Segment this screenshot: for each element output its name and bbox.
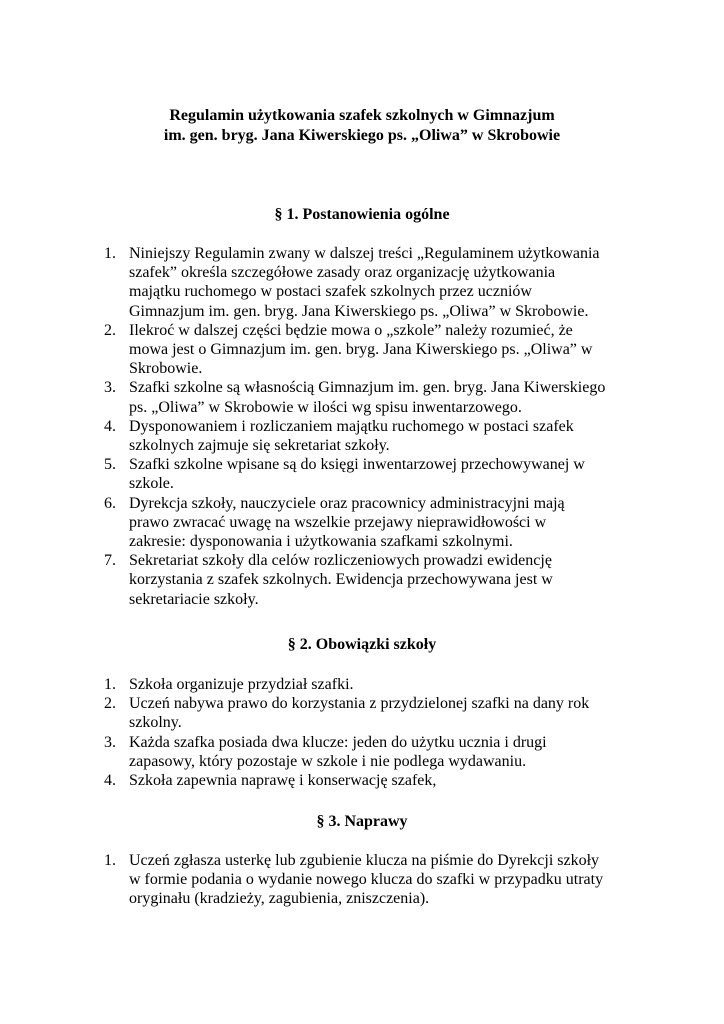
item-text-line: szkolny. bbox=[129, 714, 182, 732]
item-number: 3. bbox=[104, 733, 116, 751]
item-text-line: Szkoła zapewnia naprawę i konserwację szafek, bbox=[129, 772, 437, 790]
list-item bbox=[104, 378, 664, 416]
item-number: 1. bbox=[104, 245, 116, 262]
list-item bbox=[104, 244, 664, 321]
item-text-line: Niniejszy Regulamin zwany w dalszej treści „Regulaminem użytkowania bbox=[129, 245, 600, 262]
list-item bbox=[104, 694, 664, 732]
item-text-line: zapasowy, który pozostaje w szkole i nie podlega wydawaniu. bbox=[129, 752, 527, 770]
item-number: 7. bbox=[104, 552, 116, 570]
item-text-line: Szafki szkolne są własnością Gimnazjum im. gen. bryg. Jana Kiwerskiego bbox=[129, 379, 606, 397]
section-1-list bbox=[104, 244, 664, 609]
list-item bbox=[104, 321, 664, 379]
list-item bbox=[104, 733, 664, 771]
section-heading-1: § 1. Postanowienia ogólne bbox=[274, 206, 450, 223]
item-text-line: Każda szafka posiada dwa klucze: jeden do użytku ucznia i drugi bbox=[129, 733, 547, 751]
item-number: 3. bbox=[104, 379, 116, 397]
item-text-line: Sekretariat szkoły dla celów rozliczeniowych prowadzi ewidencję bbox=[129, 552, 552, 570]
item-text-line: szkolnych zajmuje się sekretariat szkoły. bbox=[129, 437, 390, 455]
item-text-line: Szafki szkolne wpisane są do księgi inwentarzowej przechowywanej w bbox=[129, 456, 585, 474]
item-text-line: Uczeń nabywa prawo do korzystania z przydzielonej szafki na dany rok bbox=[129, 695, 590, 713]
item-number: 1. bbox=[104, 676, 116, 693]
item-text-line: Uczeń zgłasza usterkę lub zgubienie klucza na piśmie do Dyrekcji szkoły bbox=[129, 852, 600, 869]
item-number: 4. bbox=[104, 417, 116, 435]
list-item bbox=[104, 455, 664, 493]
item-number: 2. bbox=[104, 695, 116, 713]
section-heading-2: § 2. Obowiązki szkoły bbox=[287, 636, 437, 653]
item-text-line: oryginału (kradzieży, zagubienia, zniszczenia). bbox=[129, 890, 430, 908]
item-text-line: majątku ruchomego w postaci szafek szkolnych przez uczniów bbox=[129, 283, 532, 301]
item-text-line: korzystania z szafek szkolnych. Ewidencja przechowywana jest w bbox=[129, 571, 553, 589]
title-line-1: Regulamin użytkowania szafek szkolnych w Gimnazjum bbox=[169, 107, 555, 124]
item-number: 6. bbox=[104, 494, 116, 512]
list-item bbox=[104, 551, 664, 609]
item-number: 4. bbox=[104, 772, 116, 790]
item-number: 2. bbox=[104, 321, 116, 339]
item-text-line: w formie podania o wydanie nowego klucza do szafki w przypadku utraty bbox=[129, 871, 604, 889]
item-text-line: mowa jest o Gimnazjum im. gen. bryg. Jana Kiwerskiego ps. „Oliwa” w bbox=[129, 341, 593, 359]
title-line-2: im. gen. bryg. Jana Kiwerskiego ps. „Oliwa” w Skrobowie bbox=[163, 127, 561, 144]
section-2-list bbox=[104, 675, 664, 790]
item-text-line: Dyrekcja szkoły, nauczyciele oraz pracownicy administracyjni mają bbox=[129, 494, 565, 512]
item-text-line: szafek” określa szczegółowe zasady oraz organizację użytkowania bbox=[129, 264, 556, 282]
list-item bbox=[104, 771, 664, 790]
list-item bbox=[104, 494, 664, 552]
item-text-line: Szkoła organizuje przydział szafki. bbox=[129, 676, 354, 693]
item-text-line: Ilekroć w dalszej części będzie mowa o „szkole” należy rozumieć, że bbox=[129, 321, 573, 339]
item-text-line: sekretariacie szkoły. bbox=[129, 590, 259, 608]
section-3-list bbox=[104, 851, 664, 909]
item-text-line: Dysponowaniem i rozliczaniem majątku ruchomego w postaci szafek bbox=[129, 417, 574, 435]
list-item bbox=[104, 851, 664, 909]
item-text-line: zakresie: dysponowania i użytkowania szafkami szkolnymi. bbox=[129, 533, 513, 551]
item-text-line: szkole. bbox=[129, 475, 174, 493]
item-text-line: ps. „Oliwa” w Skrobowie w ilości wg spisu inwentarzowego. bbox=[129, 398, 522, 416]
item-number: 1. bbox=[104, 852, 116, 869]
document-title bbox=[0, 106, 724, 146]
item-text-line: Gimnazjum im. gen. bryg. Jana Kiwerskiego ps. „Oliwa” w Skrobowie. bbox=[129, 302, 589, 320]
item-text-line: Skrobowie. bbox=[129, 360, 203, 378]
item-number: 5. bbox=[104, 456, 116, 474]
section-heading-3: § 3. Naprawy bbox=[316, 813, 408, 830]
item-text-line: prawo zwracać uwagę na wszelkie przejawy nieprawidłowości w bbox=[129, 513, 547, 531]
list-item bbox=[104, 417, 664, 455]
list-item bbox=[104, 675, 664, 694]
